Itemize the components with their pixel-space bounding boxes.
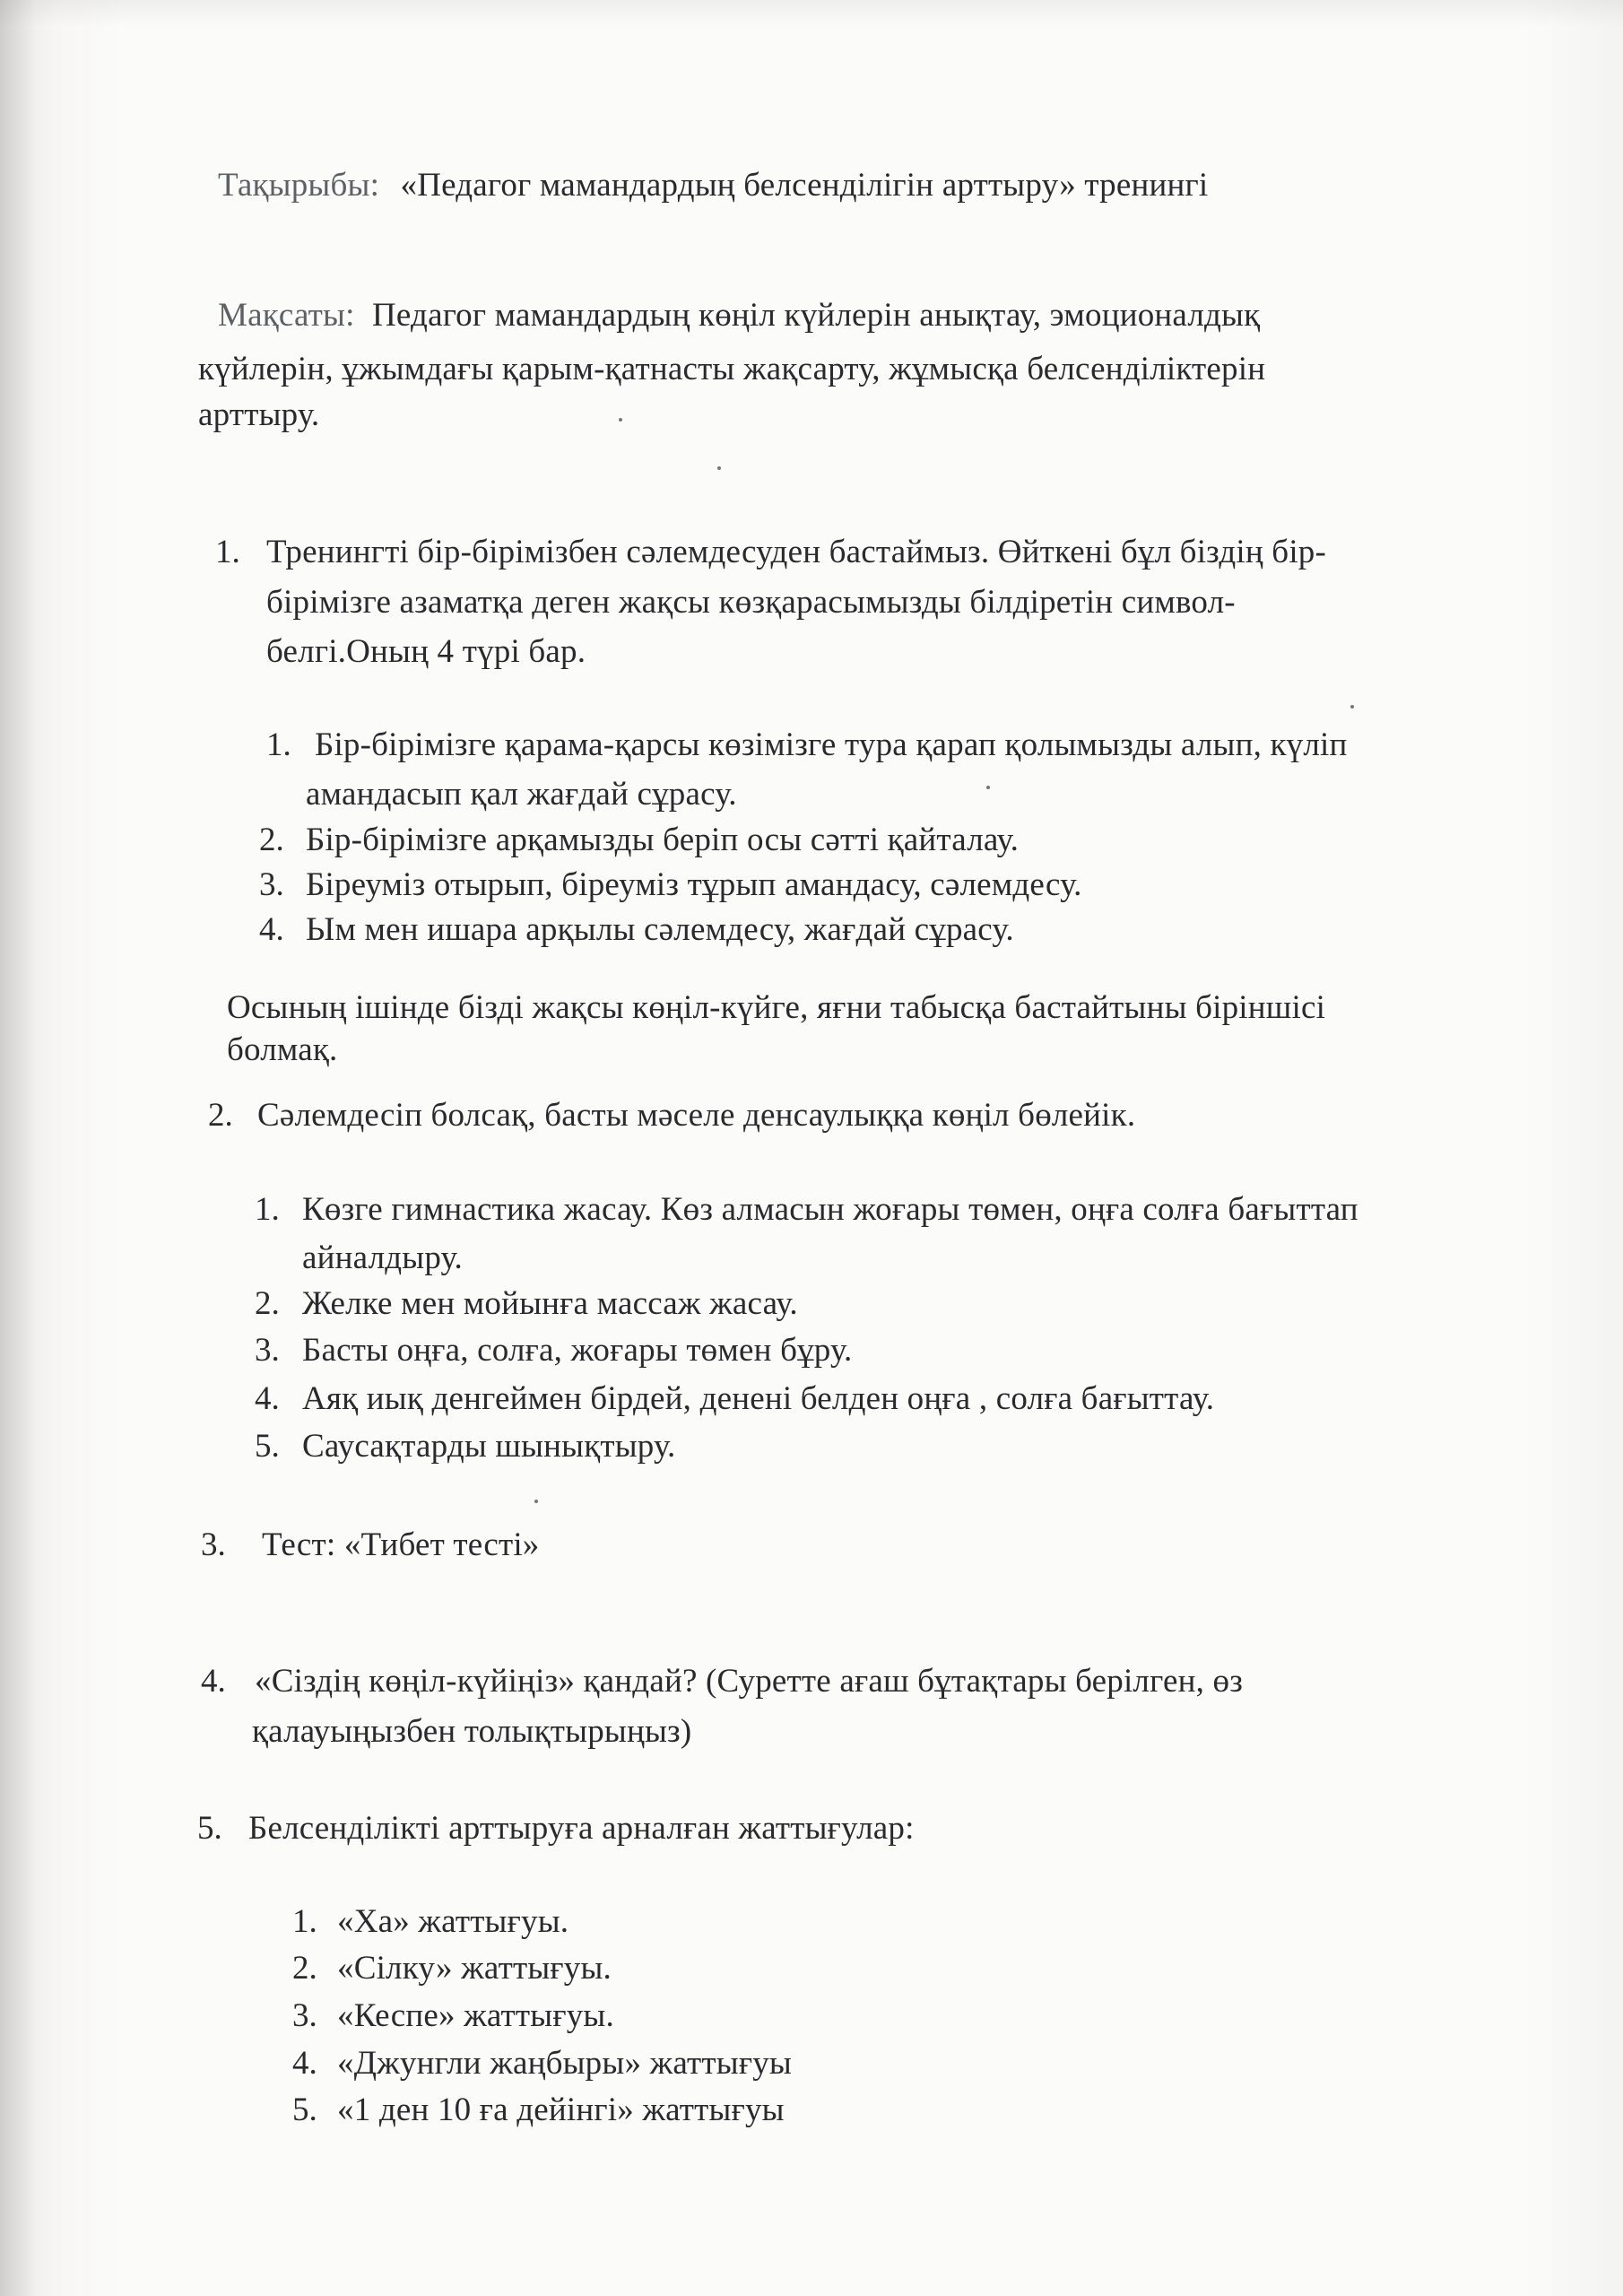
section-4-line-1: «Сіздің көңіл-күйіңіз» қандай? (Суретте ағаш бұтақтары берілген, өз: [255, 1663, 1244, 1700]
section-1-note-line-2: болмақ.: [227, 1031, 338, 1068]
section-2-item-1-number: 1.: [255, 1191, 280, 1228]
section-1-item-2-text: Бір-бірімізге арқамызды беріп осы сәтті қайталау.: [306, 822, 1020, 858]
section-5-item-4-number: 4.: [292, 2045, 317, 2082]
topic-line: [218, 169, 1208, 202]
topic-label: Тақырыбы:: [218, 167, 380, 204]
section-1-number: 1.: [215, 534, 240, 570]
section-2-item-3-number: 3.: [255, 1332, 280, 1369]
section-1-item-4-text: Ым мен ишара арқылы сәлемдесу, жағдай сұрасу.: [306, 911, 1014, 948]
section-5-line-1: Белсенділікті арттыруға арналған жаттығулар:: [248, 1810, 915, 1847]
scan-speck: [1350, 705, 1354, 709]
section-2-item-3-text: Басты оңға, солға, жоғары төмен бұру.: [302, 1332, 853, 1369]
section-1-item-3-number: 3.: [259, 866, 284, 903]
section-2-number: 2.: [208, 1097, 233, 1134]
scan-speck: [986, 786, 990, 789]
goal-label: Мақсаты:: [218, 297, 355, 334]
page-top-shade: [0, 0, 1623, 27]
goal-line-1: [218, 299, 1260, 332]
section-2-item-4-text: Аяқ иық денгеймен бірдей, денені белден оңға , солға бағыттау.: [302, 1380, 1215, 1417]
section-3-text: Тест: «Тибет тесті»: [262, 1526, 540, 1563]
section-2-line-1: Сәлемдесіп болсақ, басты мәселе денсаулыққа көңіл бөлейік.: [257, 1097, 1136, 1134]
section-2-item-2-text: Желке мен мойынға массаж жасау.: [302, 1285, 798, 1322]
section-1-line-1: Тренингті бір-бірімізбен сәлемдесуден бастаймыз. Өйткені бұл біздің бір-: [266, 534, 1327, 570]
section-5-item-1-text: «Ха» жаттығуы.: [337, 1903, 569, 1940]
section-1-item-1-number: 1.: [266, 726, 291, 763]
page-edge-shadow: [0, 0, 36, 2296]
section-1-line-3: белгі.Оның 4 түрі бар.: [266, 633, 586, 670]
section-5-number: 5.: [197, 1810, 222, 1847]
scan-speck: [619, 418, 622, 422]
section-5-item-5-text: «1 ден 10 ға дейінгі» жаттығуы: [337, 2092, 785, 2128]
section-2-item-4-number: 4.: [255, 1380, 280, 1417]
section-4-line-2: қалауыңызбен толықтырыңыз): [252, 1713, 692, 1750]
section-1-item-1-line-2: амандасып қал жағдай сұрасу.: [306, 776, 737, 813]
section-1-note-line-1: Осының ішінде бізді жақсы көңіл-күйге, яғни табысқа бастайтыны біріншісі: [227, 989, 1326, 1026]
goal-text-1: Педагог мамандардың көңіл күйлерін анықтау, эмоционалдық: [372, 297, 1261, 334]
section-5-item-4-text: «Джунгли жаңбыры» жаттығуы: [337, 2045, 792, 2082]
goal-line-2: күйлерін, ұжымдағы қарым-қатнасты жақсарту, жұмысқа белсенділіктерін: [198, 351, 1266, 387]
section-2-item-1-line-1: Көзге гимнастика жасау. Көз алмасын жоғары төмен, оңға солға бағыттап: [302, 1191, 1358, 1228]
scan-speck: [717, 466, 721, 470]
section-5-item-2-number: 2.: [292, 1950, 317, 1987]
section-5-item-3-text: «Кеспе» жаттығуы.: [337, 1997, 614, 2034]
section-5-item-1-number: 1.: [292, 1903, 317, 1940]
section-4-number: 4.: [201, 1663, 226, 1700]
section-2-item-5-text: Саусақтарды шынықтыру.: [302, 1428, 676, 1465]
section-1-item-1-line-1: Бір-бірімізге қарама-қарсы көзімізге тура қарап қолымызды алып, күліп: [315, 726, 1348, 763]
section-1-line-2: бірімізге азаматқа деген жақсы көзқарасымызды білдіретін символ-: [266, 584, 1236, 621]
topic-text: «Педагог мамандардың белсенділігін арттыру» тренингі: [400, 167, 1209, 204]
section-1-item-3-text: Біреуміз отырып, біреуміз тұрып амандасу, сәлемдесу.: [306, 866, 1082, 903]
scan-speck: [534, 1500, 538, 1503]
section-5-item-5-number: 5.: [292, 2092, 317, 2128]
section-1-item-4-number: 4.: [259, 911, 284, 948]
section-2-item-1-line-2: айналдыру.: [302, 1239, 463, 1276]
section-5-item-3-number: 3.: [292, 1997, 317, 2034]
goal-line-3: арттыру.: [198, 396, 320, 433]
section-2-item-2-number: 2.: [255, 1285, 280, 1322]
section-1-item-2-number: 2.: [259, 822, 284, 858]
section-2-item-5-number: 5.: [255, 1428, 280, 1465]
section-3-number: 3.: [201, 1526, 226, 1563]
section-5-item-2-text: «Сілку» жаттығуы.: [337, 1950, 612, 1987]
